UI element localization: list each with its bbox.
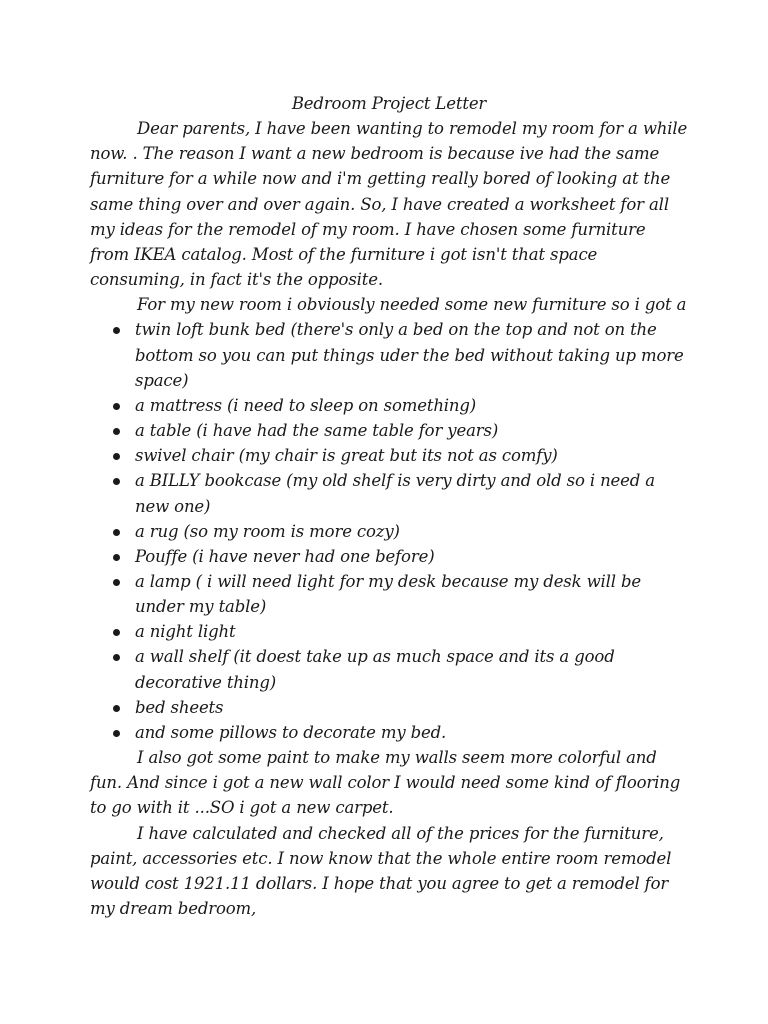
list-item [90, 468, 688, 518]
letter-document [90, 91, 688, 921]
bullet-icon [113, 730, 120, 737]
bullet-icon [113, 428, 120, 435]
paint-paragraph: I also got some paint to make my walls seem more colorful and fun. And since i got a new wall color I would need some kind of flooring to go with it ...SO i got a new carpet. [90, 748, 681, 818]
list-item-text: a table (i have had the same table for years) [135, 421, 499, 441]
list-item-text: swivel chair (my chair is great but its not as comfy) [135, 446, 558, 466]
list-item-text: a BILLY bookcase (my old shelf is very dirty and old so i need a new one) [135, 471, 655, 516]
list-item [90, 644, 688, 694]
bullet-icon [113, 629, 120, 636]
list-item [90, 695, 688, 720]
list-item-text: a mattress (i need to sleep on something) [135, 395, 477, 415]
letter-title: Bedroom Project Letter [291, 94, 487, 113]
list-item [90, 317, 688, 392]
list-item [90, 619, 688, 644]
list-item-text: twin loft bunk bed (there's only a bed on the top and not on the bottom so you can put things uder the bed without taking up more space) [135, 320, 684, 390]
list-item-text: Pouffe (i have never had one before) [135, 546, 435, 566]
list-item [90, 418, 688, 443]
list-item [90, 544, 688, 569]
list-item-text: a rug (so my room is more cozy) [135, 521, 400, 541]
list-item-text: bed sheets [135, 697, 224, 717]
list-item-text: and some pillows to decorate my bed. [135, 722, 447, 742]
bullet-icon [113, 453, 120, 460]
bullet-icon [113, 654, 120, 661]
list-item [90, 569, 688, 619]
furniture-list [90, 317, 688, 745]
bullet-icon [113, 554, 120, 561]
list-item-text: a lamp ( i will need light for my desk because my desk will be under my table) [135, 571, 642, 617]
bullet-icon [113, 327, 120, 334]
list-item [90, 443, 688, 468]
list-item [90, 519, 688, 544]
list-item [90, 720, 688, 745]
bullet-icon [113, 579, 120, 586]
bullet-icon [113, 705, 120, 712]
bullet-icon [113, 403, 120, 410]
list-intro-paragraph: For my new room i obviously needed some new furniture so i got a [137, 295, 687, 315]
intro-paragraph: Dear parents, I have been wanting to remodel my room for a while now. . The reason I want a new bedroom is because ive had the same furniture for a while now and i'm getting really bored of looking at the same thing over and over again. So, I have created a worksheet for all my ideas for the remodel of my room. I have chosen some furniture from IKEA catalog. Most of the furniture i got isn't that space consuming, in fact it's the opposite. [90, 119, 688, 290]
list-item-text: a night light [135, 622, 236, 642]
cost-paragraph: I have calculated and checked all of the prices for the furniture, paint, accessories etc. I now know that the whole entire room remodel would cost 1921.11 dollars. I hope that you agree to get a remodel for my dream bedroom, [90, 823, 672, 918]
bullet-icon [113, 529, 120, 536]
bullet-icon [113, 478, 120, 485]
list-item [90, 393, 688, 418]
list-item-text: a wall shelf (it doest take up as much space and its a good decorative thing) [135, 647, 615, 692]
